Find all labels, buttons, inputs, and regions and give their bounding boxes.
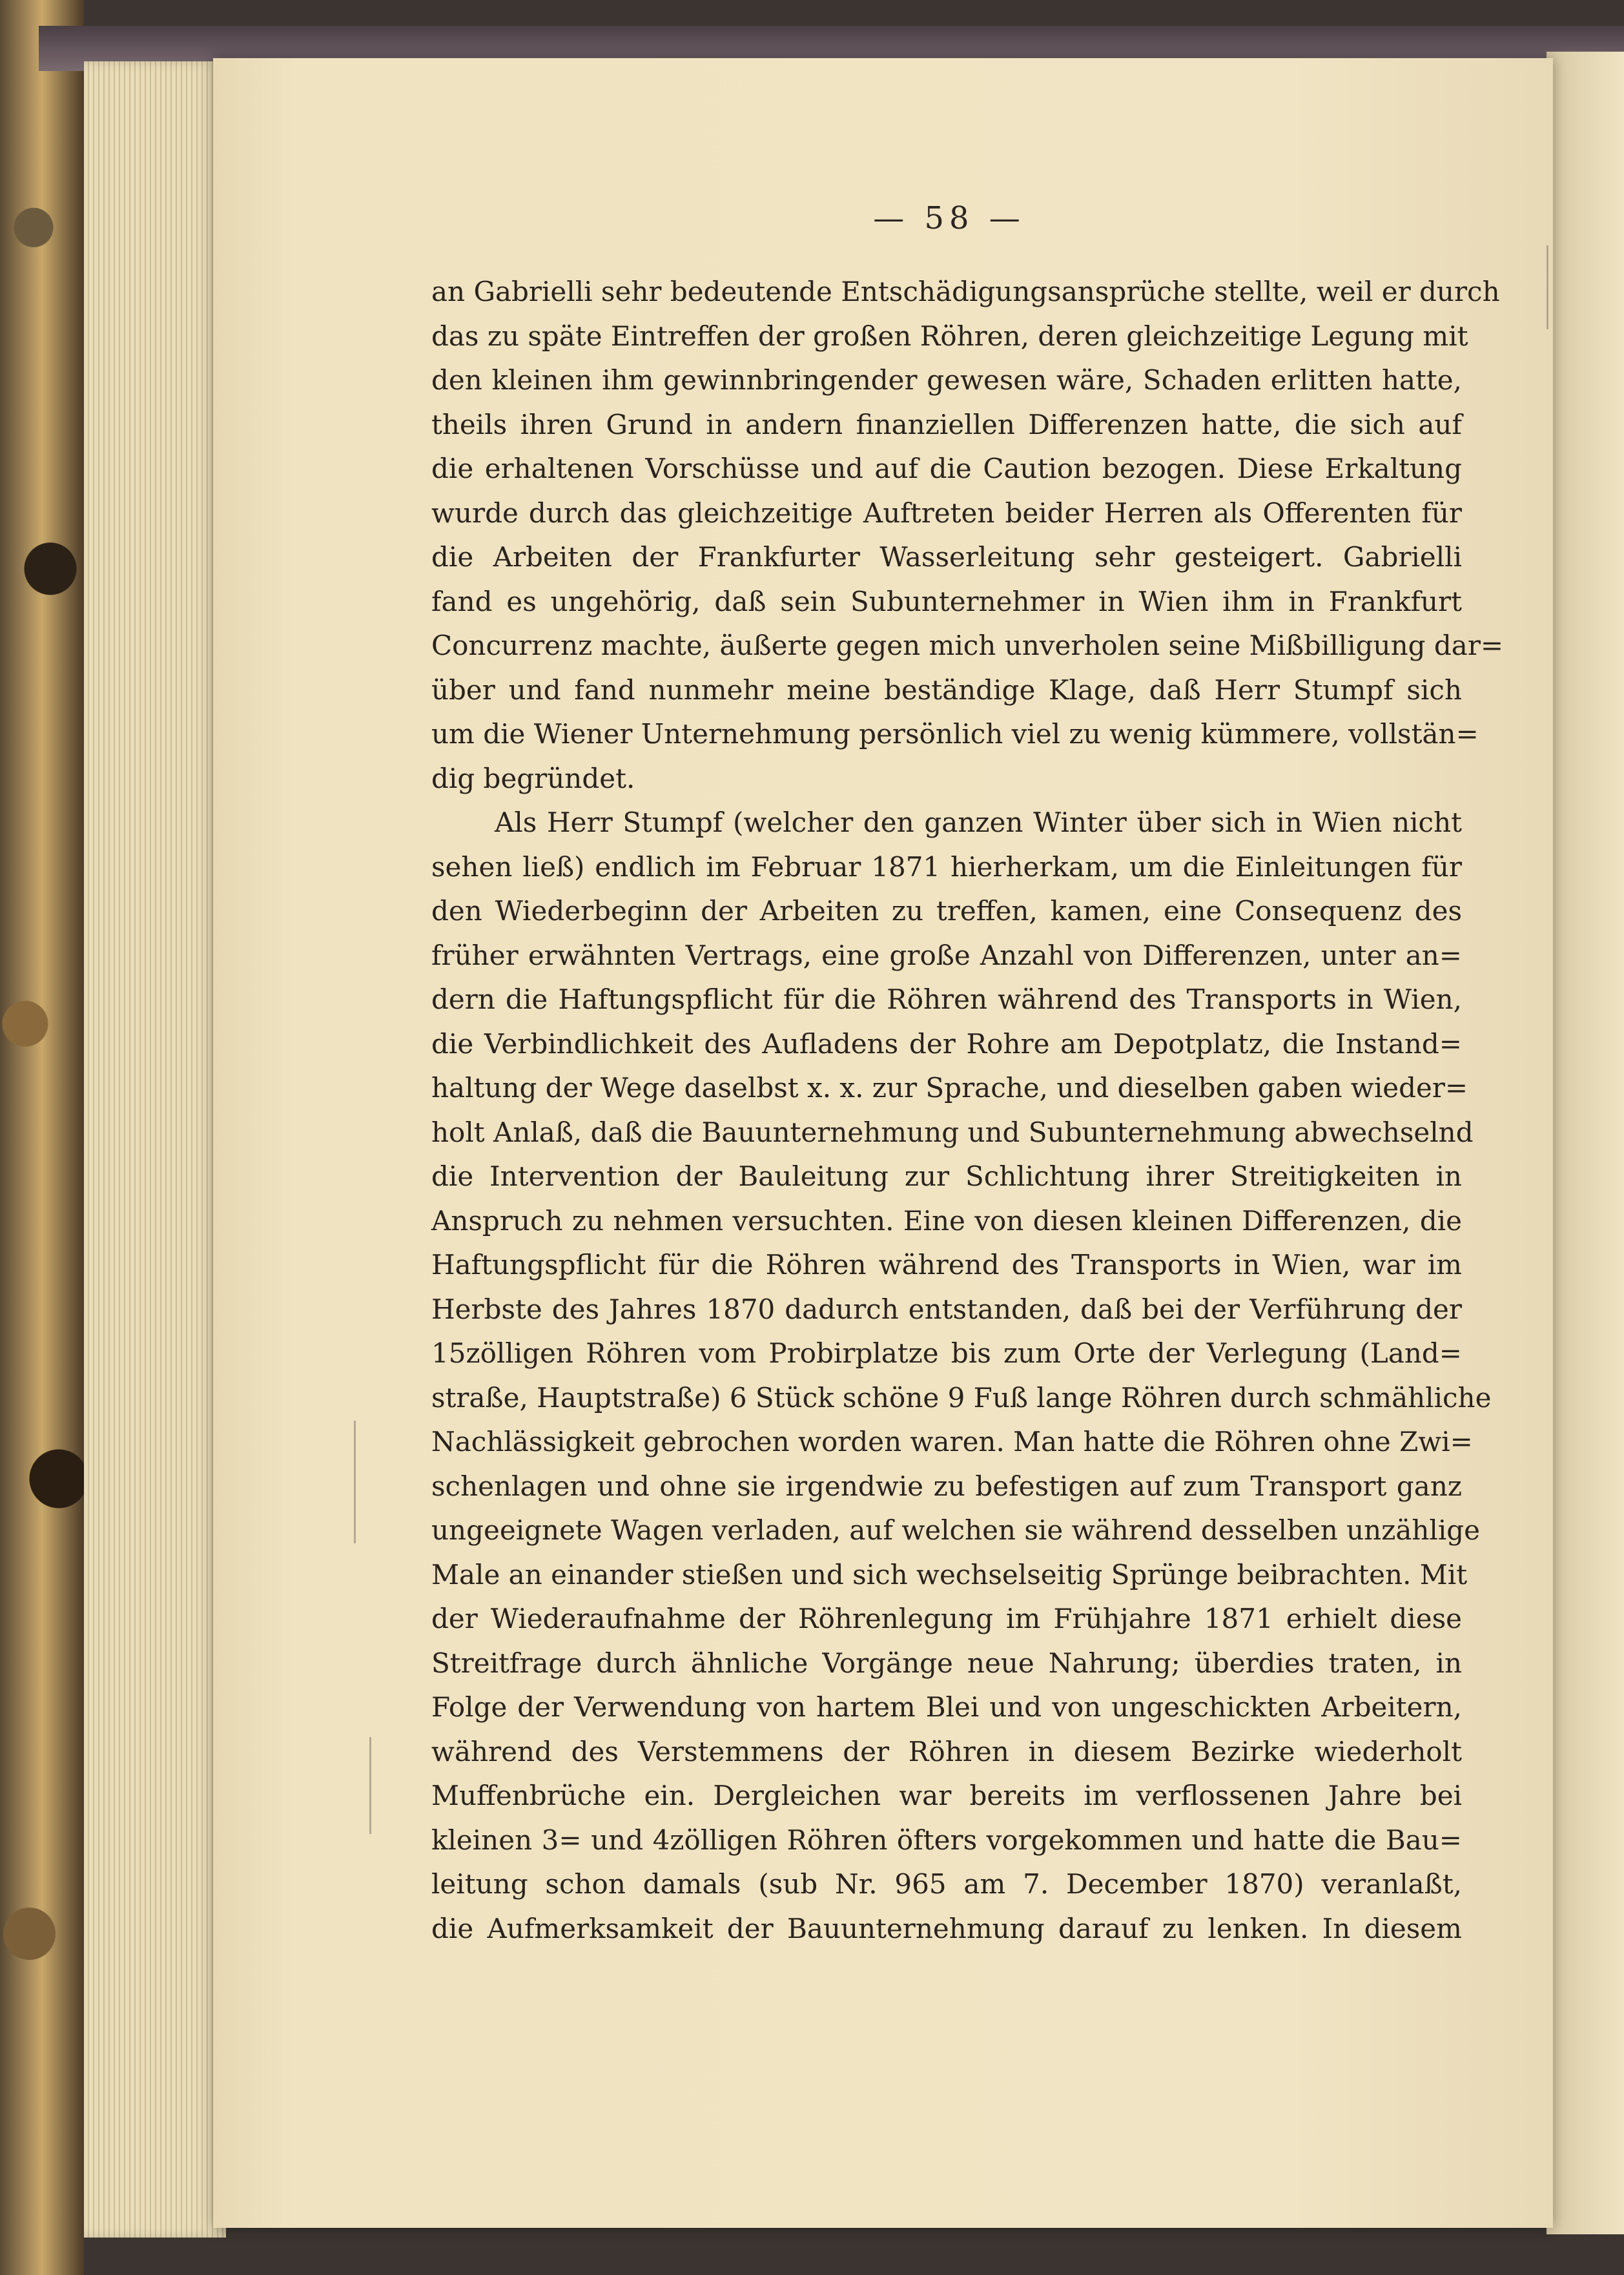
book-cover-spine bbox=[0, 0, 84, 2275]
margin-pencil-mark bbox=[369, 1737, 371, 1834]
text-line: um die Wiener Unternehmung persönlich viel zu wenig kümmere, vollstän= bbox=[431, 718, 1479, 750]
body-text bbox=[431, 270, 1504, 1951]
text-line: leitung schon damals (sub Nr. 965 am 7. December 1870) veranlaßt, bbox=[431, 1868, 1462, 1900]
text-line: ungeeignete Wagen verladen, auf welchen sie während desselben unzählige bbox=[431, 1514, 1481, 1546]
text-line: Nachlässigkeit gebrochen worden waren. Man hatte die Röhren ohne Zwi= bbox=[431, 1426, 1473, 1457]
page-block-edges bbox=[84, 61, 226, 2238]
text-line: früher erwähnten Vertrags, eine große Anzahl von Differenzen, unter an= bbox=[431, 939, 1462, 971]
text-line: kleinen 3= und 4zölligen Röhren öfters vorgekommen und hatte die Bau= bbox=[431, 1824, 1462, 1856]
text-line: Haftungspflicht für die Röhren während des Transports in Wien, war im bbox=[431, 1249, 1462, 1281]
text-line: fand es ungehörig, daß sein Subunternehmer in Wien ihm in Frankfurt bbox=[431, 585, 1462, 617]
text-line: straße, Hauptstraße) 6 Stück schöne 9 Fuß lange Röhren durch schmähliche bbox=[431, 1381, 1492, 1414]
text-line: den Wiederbeginn der Arbeiten zu treffen, kamen, eine Consequenz des bbox=[431, 895, 1462, 927]
text-line: Male an einander stießen und sich wechselseitig Sprünge beibrachten. Mit bbox=[431, 1558, 1468, 1590]
text-line: an Gabrielli sehr bedeutende Entschädigungsansprüche stellte, weil er durch bbox=[431, 276, 1500, 307]
text-line: der Wiederaufnahme der Röhrenlegung im Frühjahre 1871 erhielt diese bbox=[431, 1603, 1462, 1634]
text-line: die Intervention der Bauleitung zur Schlichtung ihrer Streitigkeiten in bbox=[431, 1160, 1462, 1192]
page-number: — 58 — bbox=[873, 200, 1025, 236]
adjacent-page-edge bbox=[1547, 52, 1624, 2234]
text-line: die Verbindlichkeit des Aufladens der Rohre am Depotplatz, die Instand= bbox=[431, 1027, 1462, 1060]
text-line: während des Verstemmens der Röhren in diesem Bezirke wiederholt bbox=[431, 1735, 1462, 1767]
text-line: haltung der Wege daselbst x. x. zur Sprache, und dieselben gaben wieder= bbox=[431, 1072, 1468, 1104]
text-line: Anspruch zu nehmen versuchten. Eine von diesen kleinen Differenzen, die bbox=[431, 1204, 1462, 1237]
text-line: Streitfrage durch ähnliche Vorgänge neue Nahrung; überdies traten, in bbox=[431, 1647, 1462, 1679]
text-line: den kleinen ihm gewinnbringender gewesen wäre, Schaden erlitten hatte, bbox=[431, 364, 1462, 396]
text-line: holt Anlaß, daß die Bauunternehmung und Subunternehmung abwechselnd bbox=[431, 1116, 1474, 1148]
text-line: dern die Haftungspflicht für die Röhren während des Transports in Wien, bbox=[431, 983, 1462, 1015]
text-line: Muffenbrüche ein. Dergleichen war bereits im verflossenen Jahre bei bbox=[431, 1780, 1462, 1811]
text-line: die Arbeiten der Frankfurter Wasserleitung sehr gesteigert. Gabrielli bbox=[431, 541, 1462, 573]
text-line: Concurrenz machte, äußerte gegen mich unverholen seine Mißbilligung dar= bbox=[431, 630, 1504, 661]
margin-pencil-mark bbox=[1547, 245, 1548, 329]
text-line: dig begründet. bbox=[431, 762, 635, 794]
text-line: wurde durch das gleichzeitige Auftreten beider Herren als Offerenten für bbox=[431, 497, 1462, 529]
text-line: 15zölligen Röhren vom Probirplatze bis zum Orte der Verlegung (Land= bbox=[431, 1337, 1462, 1369]
text-line: schenlagen und ohne sie irgendwie zu befestigen auf zum Transport ganz bbox=[431, 1470, 1462, 1502]
text-line: das zu späte Eintreffen der großen Röhren, deren gleichzeitige Legung mit bbox=[431, 320, 1468, 352]
text-line: Als Herr Stumpf (welcher den ganzen Winter über sich in Wien nicht bbox=[495, 807, 1462, 838]
text-line: Herbste des Jahres 1870 dadurch entstanden, daß bei der Verführung der bbox=[431, 1293, 1462, 1325]
text-line: über und fand nunmehr meine beständige Klage, daß Herr Stumpf sich bbox=[431, 674, 1462, 706]
margin-pencil-mark bbox=[354, 1421, 356, 1543]
text-line: die erhaltenen Vorschüsse und auf die Caution bezogen. Diese Erkaltung bbox=[431, 453, 1462, 484]
text-line: theils ihren Grund in andern finanziellen Differenzen hatte, die sich auf bbox=[431, 408, 1462, 440]
text-line: sehen ließ) endlich im Februar 1871 hierherkam, um die Einleitungen für bbox=[431, 850, 1462, 883]
text-line: die Aufmerksamkeit der Bauunternehmung darauf zu lenken. In diesem bbox=[431, 1912, 1462, 1944]
text-line: Folge der Verwendung von hartem Blei und von ungeschickten Arbeitern, bbox=[431, 1691, 1462, 1723]
